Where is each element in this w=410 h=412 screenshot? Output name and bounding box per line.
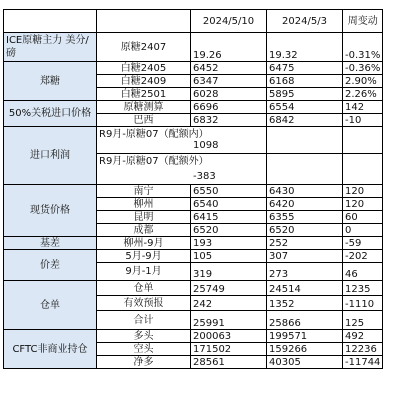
value-tax-1-current: 6832 <box>191 114 267 127</box>
value-profit-0: 1098 <box>193 140 219 151</box>
value-cftc-0-current: 200063 <box>191 330 267 343</box>
value-spot-3-current: 6520 <box>191 224 267 237</box>
change-tax-0: 142 <box>343 101 383 114</box>
value-cftc-2-current: 28561 <box>191 356 267 369</box>
value-spread-0-current: 105 <box>191 250 267 263</box>
group-zt: 郑糖 <box>4 62 97 101</box>
group-cftc: CFTC非商业持仓 <box>4 330 97 369</box>
value-zt-2-previous: 5895 <box>267 88 343 101</box>
item-zt-0: 白糖2405 <box>97 62 191 75</box>
value-basis-previous: 252 <box>267 237 343 250</box>
row-tax-0 <box>4 101 383 114</box>
row-ice <box>4 33 383 62</box>
value-wr-2-previous: 25866 <box>267 311 343 330</box>
value-spot-0-previous: 6430 <box>267 185 343 198</box>
value-zt-1-previous: 6168 <box>267 75 343 88</box>
item-profit-0 <box>97 127 267 154</box>
change-spread-1: 46 <box>343 263 383 281</box>
change-cftc-2: -11744 <box>343 356 383 369</box>
value-tax-0-current: 6696 <box>191 101 267 114</box>
sugar-weekly-table <box>3 9 383 369</box>
header-date-current: 2024/5/10 <box>191 10 267 33</box>
change-spot-0: 120 <box>343 185 383 198</box>
value-spot-2-current: 6415 <box>191 211 267 224</box>
header-weekly-change: 周变动 <box>343 10 383 33</box>
change-ice: -0.31% <box>343 33 383 62</box>
header-cell-empty <box>4 10 97 33</box>
value-spot-2-previous: 6355 <box>267 211 343 224</box>
item-cftc-0: 多头 <box>97 330 191 343</box>
change-spot-1: 120 <box>343 198 383 211</box>
change-zt-0: -0.36% <box>343 62 383 75</box>
item-spread-1: 9月-1月 <box>97 263 191 281</box>
change-cftc-0: 492 <box>343 330 383 343</box>
item-ice: 原糖2407 <box>97 33 191 62</box>
change-zt-1: 2.90% <box>343 75 383 88</box>
item-spot-3: 成都 <box>97 224 191 237</box>
value-wr-1-previous: 1352 <box>267 296 343 311</box>
item-wr-2: 合计 <box>97 311 191 330</box>
value-zt-0-current: 6452 <box>191 62 267 75</box>
row-wr-0 <box>4 281 383 296</box>
value-spread-0-previous: 307 <box>267 250 343 263</box>
item-wr-1: 有效预报 <box>97 296 191 311</box>
item-cftc-1: 空头 <box>97 343 191 356</box>
change-wr-1: -1110 <box>343 296 383 311</box>
change-spot-3: 0 <box>343 224 383 237</box>
value-tax-0-previous: 6554 <box>267 101 343 114</box>
change-cftc-1: 12236 <box>343 343 383 356</box>
change-spot-2: 60 <box>343 211 383 224</box>
change-wr-0: 1235 <box>343 281 383 296</box>
change-spread-0: -202 <box>343 250 383 263</box>
item-spot-2: 昆明 <box>97 211 191 224</box>
value-basis-current: 193 <box>191 237 267 250</box>
item-tax-0: 原糖测算 <box>97 101 191 114</box>
item-tax-1: 巴西 <box>97 114 191 127</box>
item-zt-1: 白糖2409 <box>97 75 191 88</box>
item-spread-0: 5月-9月 <box>97 250 191 263</box>
row-spread-0 <box>4 250 383 263</box>
value-cftc-2-previous: 40305 <box>267 356 343 369</box>
row-basis <box>4 237 383 250</box>
value-wr-1-current: 242 <box>191 296 267 311</box>
value-spot-0-current: 6550 <box>191 185 267 198</box>
value-wr-0-previous: 24514 <box>267 281 343 296</box>
value-ice-previous: 19.32 <box>267 33 343 62</box>
change-basis: -59 <box>343 237 383 250</box>
header-date-previous: 2024/5/3 <box>267 10 343 33</box>
value-wr-0-current: 25749 <box>191 281 267 296</box>
group-tax: 50%关税进口价格 <box>4 101 97 127</box>
row-cftc-0 <box>4 330 383 343</box>
value-profit-1: -383 <box>193 171 216 182</box>
item-spot-1: 柳州 <box>97 198 191 211</box>
row-zt-0 <box>4 62 383 75</box>
row-spot-0 <box>4 185 383 198</box>
change-zt-2: 2.26% <box>343 88 383 101</box>
header-cell-item <box>97 10 191 33</box>
value-wr-2-current: 25991 <box>191 311 267 330</box>
value-spot-1-current: 6540 <box>191 198 267 211</box>
group-ice: ICE原糖主力 美分/磅 <box>4 33 97 62</box>
value-spot-1-previous: 6420 <box>267 198 343 211</box>
value-ice-current: 19.26 <box>191 33 267 62</box>
value-zt-2-current: 6028 <box>191 88 267 101</box>
item-profit-1-label: R9月-原糖07（配额外） <box>99 156 209 167</box>
value-cftc-1-previous: 159266 <box>267 343 343 356</box>
item-profit-0-label: R9月-原糖07（配额内） <box>99 129 209 140</box>
value-spot-3-previous: 6520 <box>267 224 343 237</box>
item-zt-2: 白糖2501 <box>97 88 191 101</box>
header-row <box>4 10 383 33</box>
group-spot: 现货价格 <box>4 185 97 237</box>
change-profit-1 <box>343 154 383 185</box>
item-profit-1 <box>97 154 267 185</box>
item-basis: 柳州-9月 <box>97 237 191 250</box>
value-spread-1-current: 319 <box>191 263 267 281</box>
item-wr-0: 仓单 <box>97 281 191 296</box>
value-profit-0-previous <box>267 127 343 154</box>
row-profit-0 <box>4 127 383 154</box>
change-wr-2: 125 <box>343 311 383 330</box>
item-spot-0: 南宁 <box>97 185 191 198</box>
group-basis: 基差 <box>4 237 97 250</box>
change-profit-0 <box>343 127 383 154</box>
value-tax-1-previous: 6842 <box>267 114 343 127</box>
change-tax-1: -10 <box>343 114 383 127</box>
group-spread: 价差 <box>4 250 97 281</box>
group-wr: 仓单 <box>4 281 97 330</box>
group-profit: 进口利润 <box>4 127 97 185</box>
value-spread-1-previous: 273 <box>267 263 343 281</box>
value-zt-0-previous: 6475 <box>267 62 343 75</box>
value-cftc-0-previous: 199571 <box>267 330 343 343</box>
item-cftc-2: 净多 <box>97 356 191 369</box>
value-profit-1-previous <box>267 154 343 185</box>
sugar-weekly-table-wrap <box>3 9 383 369</box>
value-zt-1-current: 6347 <box>191 75 267 88</box>
value-cftc-1-current: 171502 <box>191 343 267 356</box>
